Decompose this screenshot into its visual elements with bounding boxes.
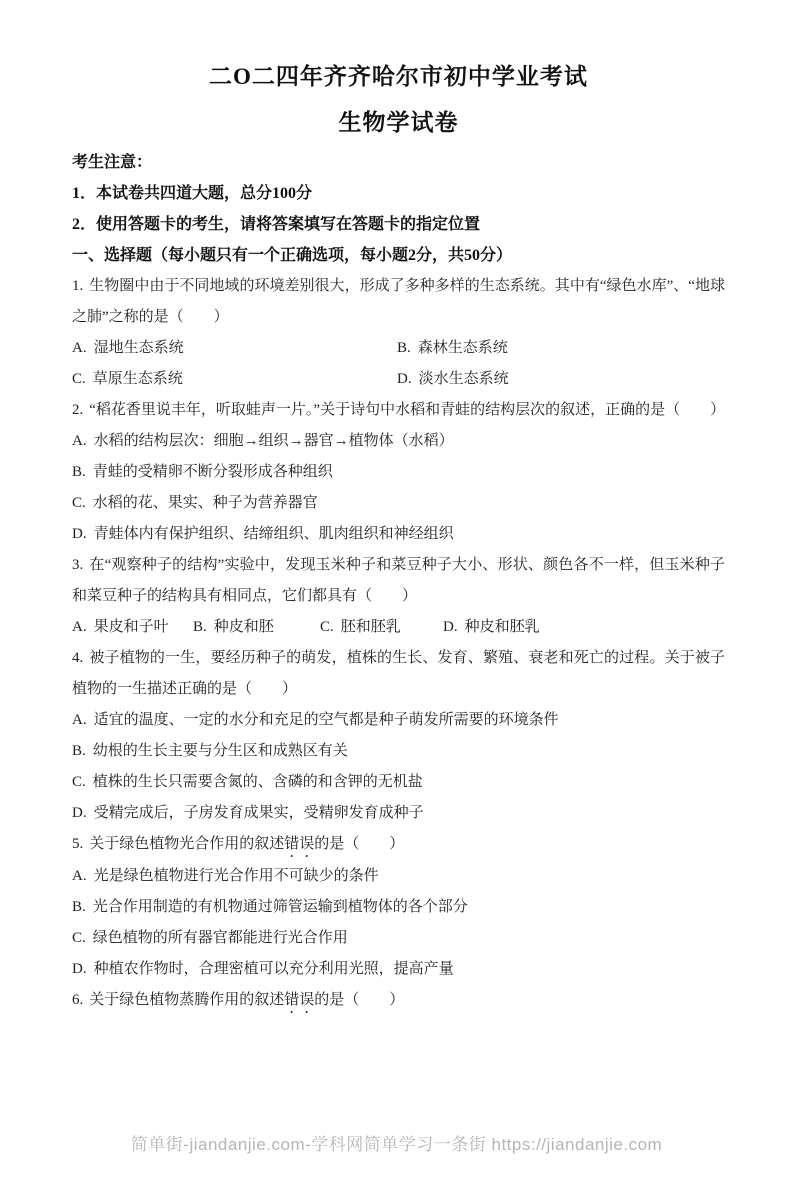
question-1-options-row-1 <box>72 333 725 364</box>
option-5D: D. 种植农作物时，合理密植可以充分利用光照，提高产量 <box>72 961 454 977</box>
section-heading: 一、选择题（每小题只有一个正确选项，每小题2分，共50分） <box>72 247 513 264</box>
question-3-options-row <box>72 612 725 643</box>
exam-subtitle: 生物学试卷 <box>338 110 459 135</box>
option-2D: D. 青蛙体内有保护组织、结缔组织、肌肉组织和神经组织 <box>72 526 454 542</box>
question-2 <box>72 395 725 550</box>
option-5B: B. 光合作用制造的有机物通过筛管运输到植物体的各个部分 <box>72 899 468 915</box>
notice-item-2: 2．使用答题卡的考生，请将答案填写在答题卡的指定位置 <box>72 216 481 233</box>
option-3A: A. 果皮和子叶 <box>72 619 169 635</box>
notice-block <box>72 147 725 271</box>
emphasized-word: 错误 <box>284 836 315 852</box>
question-5 <box>72 829 725 985</box>
question-6-number: 6. <box>72 992 84 1008</box>
question-3-number: 3. <box>72 557 84 573</box>
option-4C: C. 植株的生长只需要含氮的、含磷的和含钾的无机盐 <box>72 774 423 790</box>
option-4A: A. 适宜的温度、一定的水分和充足的空气都是种子萌发所需要的环境条件 <box>72 712 559 728</box>
question-1-number: 1. <box>72 278 84 294</box>
question-3 <box>72 550 725 643</box>
option-3C: C. 胚和胚乳 <box>320 619 401 635</box>
question-4 <box>72 643 725 829</box>
question-5-number: 5. <box>72 836 84 852</box>
question-2-text: 2. “稻花香里说丰年，听取蛙声一片。”关于诗句中水稻和青蛙的结构层次的叙述，正确的是（ ） <box>72 402 726 418</box>
question-6-text: 6. 关于绿色植物蒸腾作用的叙述错误的是（ ） <box>72 992 405 1008</box>
option-2B: B. 青蛙的受精卵不断分裂形成各种组织 <box>72 464 333 480</box>
option-5A: A. 光是绿色植物进行光合作用不可缺少的条件 <box>72 868 379 884</box>
question-1-text: 1. 生物圈中由于不同地域的环境差别很大，形成了多种多样的生态系统。其中有“绿色水库”、“地球之肺”之称的是（ ） <box>72 278 725 325</box>
question-3-text: 3. 在“观察种子的结构”实验中，发现玉米种子和菜豆种子大小、形状、颜色各不一样，但玉米种子和菜豆种子的结构具有相同点，它们都具有（ ） <box>72 557 725 604</box>
question-1 <box>72 271 725 395</box>
emphasized-word: 错误 <box>284 992 315 1008</box>
option-4B: B. 幼根的生长主要与分生区和成熟区有关 <box>72 743 348 759</box>
notice-item-1: 1．本试卷共四道大题，总分100分 <box>72 185 313 202</box>
exam-title: 二O二四年齐齐哈尔市初中学业考试 <box>209 64 588 89</box>
exam-paper-page <box>0 62 793 1184</box>
option-3B: B. 种皮和胚 <box>193 619 274 635</box>
question-1-options-row-2 <box>72 364 725 395</box>
option-2A: A. 水稻的结构层次：细胞→组织→器官→植物体（水稻） <box>72 433 454 449</box>
option-3D: D. 种皮和胚乳 <box>443 619 540 635</box>
question-5-text: 5. 关于绿色植物光合作用的叙述错误的是（ ） <box>72 836 405 852</box>
exam-content <box>0 62 793 1017</box>
option-1B: B. 森林生态系统 <box>397 340 508 356</box>
option-1D: D. 淡水生态系统 <box>397 371 509 387</box>
option-1A: A. 湿地生态系统 <box>72 340 184 356</box>
question-4-number: 4. <box>72 650 84 666</box>
question-6 <box>72 985 725 1017</box>
question-2-number: 2. <box>72 402 84 418</box>
option-4D: D. 受精完成后，子房发育成果实，受精卵发育成种子 <box>72 805 424 821</box>
option-2C: C. 水稻的花、果实、种子为营养器官 <box>72 495 318 511</box>
question-4-text: 4. 被子植物的一生，要经历种子的萌发，植株的生长、发育、繁殖、衰老和死亡的过程。关于被子植物的一生描述正确的是（ ） <box>72 650 725 697</box>
watermark-footer: 简单街-jiandanjie.com-学科网简单学习一条街 https://jiandanjie.com <box>130 1135 663 1154</box>
option-5C: C. 绿色植物的所有器官都能进行光合作用 <box>72 930 348 946</box>
option-1C: C. 草原生态系统 <box>72 371 183 387</box>
notice-heading: 考生注意： <box>72 154 153 171</box>
